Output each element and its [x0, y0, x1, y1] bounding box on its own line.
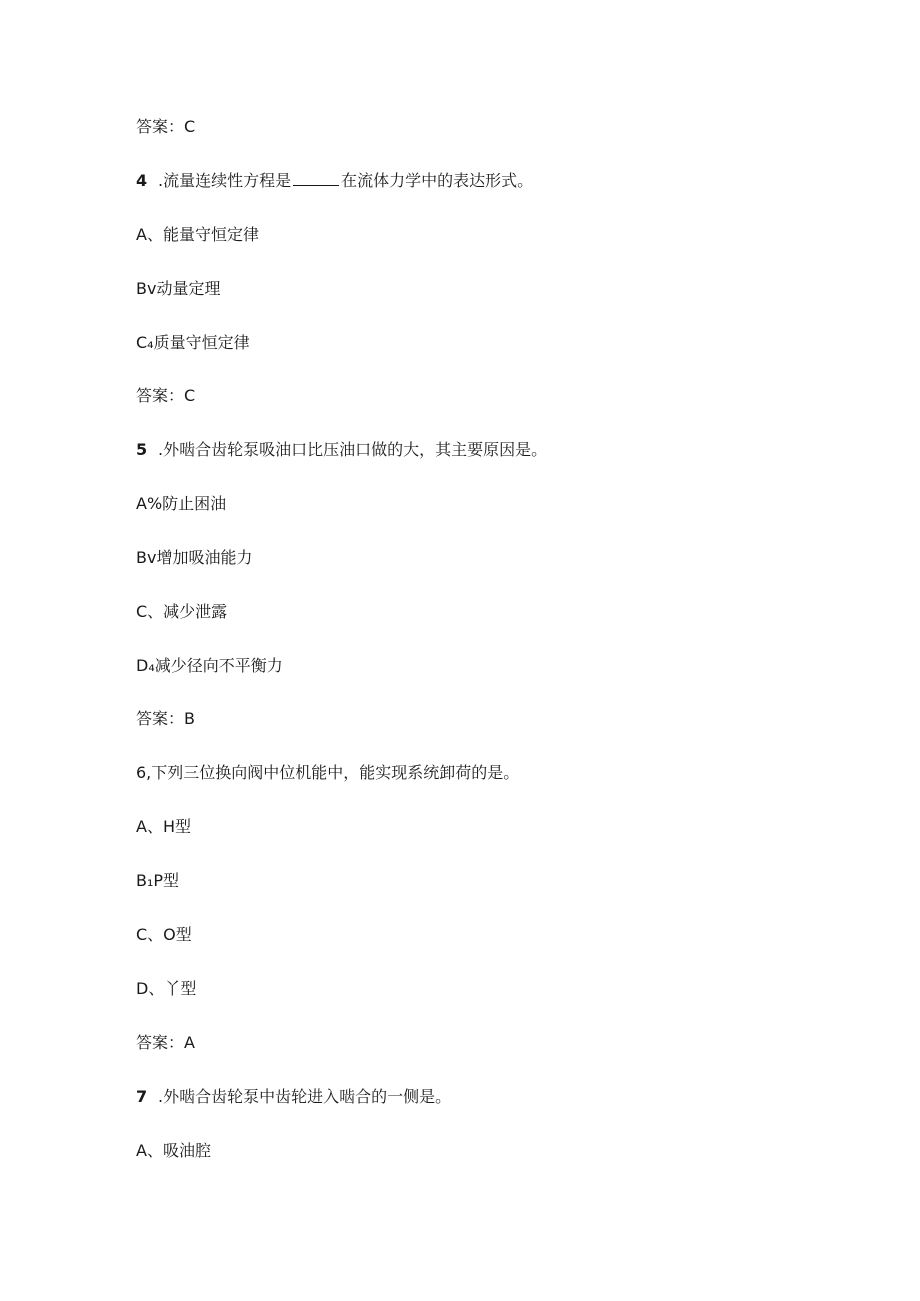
question-text: .流量连续性方程是 [158, 171, 292, 190]
option-text: C、减少泄露 [136, 602, 228, 621]
answer-line [136, 709, 195, 729]
option-line [136, 979, 196, 999]
option-line [136, 817, 191, 837]
answer-text: 答案：C [136, 386, 196, 405]
question-line [136, 763, 519, 783]
option-line [136, 548, 252, 568]
option-line [136, 602, 227, 622]
option-text: B₁P型 [136, 871, 180, 890]
question-text: .外啮合齿轮泵中齿轮进入啮合的一侧是。 [158, 1087, 452, 1106]
question-text: 6,下列三位换向阀中位机能中，能实现系统卸荷的是。 [136, 763, 520, 782]
answer-line [136, 386, 195, 406]
fill-in-blank [293, 171, 339, 186]
answer-text: 答案：C [136, 117, 196, 136]
option-text: Bv动量定理 [136, 279, 221, 298]
option-line [136, 925, 192, 945]
option-line [136, 494, 226, 514]
option-text: A、吸油腔 [136, 1141, 211, 1160]
question-number: 7 [136, 1087, 148, 1106]
option-text: C₄质量守恒定律 [136, 333, 250, 352]
question-text: 在流体力学中的表达形式。 [341, 171, 534, 190]
answer-line [136, 117, 195, 137]
option-line [136, 656, 283, 676]
question-line [136, 1087, 451, 1107]
option-text: D、丫型 [136, 979, 197, 998]
option-line [136, 871, 179, 891]
option-text: A、能量守恒定律 [136, 225, 259, 244]
answer-text: 答案：A [136, 1033, 195, 1052]
option-line [136, 1141, 211, 1161]
option-text: A%防止困油 [136, 494, 227, 513]
question-number: 5 [136, 440, 148, 459]
option-text: Bv增加吸油能力 [136, 548, 253, 567]
option-line [136, 333, 250, 353]
option-text: C、O型 [136, 925, 192, 944]
question-number: 4 [136, 171, 148, 190]
option-line [136, 279, 220, 299]
option-text: A、H型 [136, 817, 191, 836]
answer-line [136, 1033, 195, 1053]
question-text: .外啮合齿轮泵吸油口比压油口做的大，其主要原因是。 [158, 440, 548, 459]
answer-text: 答案：B [136, 709, 195, 728]
option-text: D₄减少径向不平衡力 [136, 656, 283, 675]
question-line [136, 171, 533, 191]
question-line [136, 440, 547, 460]
option-line [136, 225, 259, 245]
